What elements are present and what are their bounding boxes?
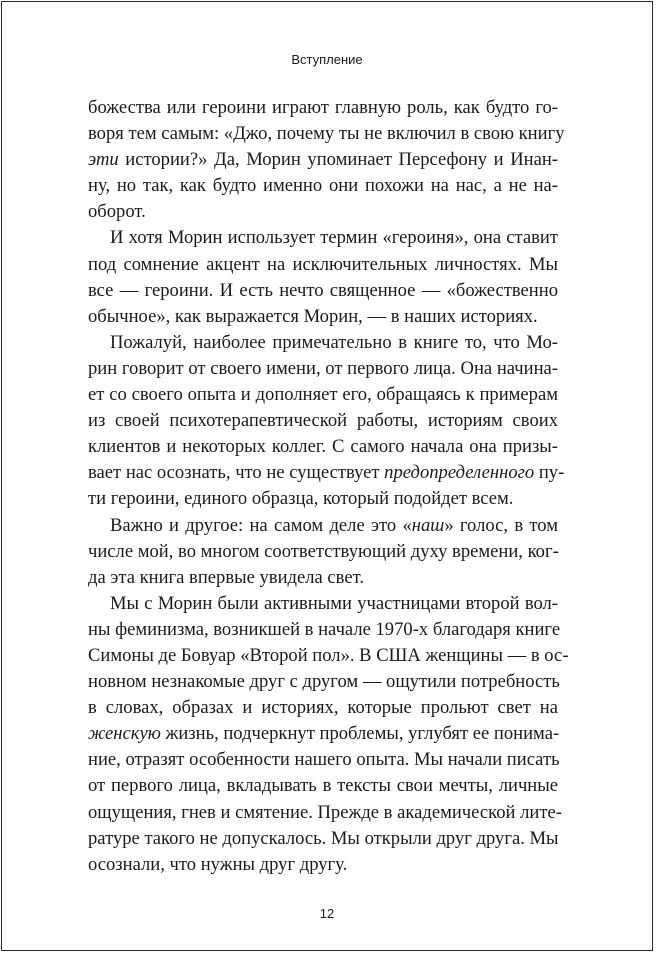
page-number: 12 bbox=[319, 906, 335, 921]
text-line: божества или героини играют главную роль, как будто го- bbox=[88, 97, 558, 118]
paragraph-3 bbox=[88, 330, 565, 513]
text-line: в словах, образах и историях, которые прольют свет на bbox=[88, 697, 558, 719]
text-line: вает нас осознать, что не существует предопределенного пу- bbox=[88, 462, 565, 484]
book-page bbox=[1, 1, 653, 951]
running-head: Вступление bbox=[291, 52, 363, 67]
text-line: да эта книга впервые увидела свет. bbox=[88, 566, 364, 588]
text-line: ну, но так, как будто именно они похожи на нас, а не на- bbox=[88, 175, 558, 197]
text-line: И хотя Морин использует термин «героиня», она ставит bbox=[110, 227, 558, 249]
text-line: из своей психотерапевтической работы, историям своих bbox=[88, 410, 558, 432]
text-line: ны феминизма, возникшей в начале 1970-х благодаря книге bbox=[88, 618, 561, 640]
text-line: ти героини, единого образца, который подойдет всем. bbox=[88, 488, 514, 510]
emphasis: эти bbox=[88, 149, 119, 171]
text-line: Важно и другое: на самом деле это «наш» голос, в том bbox=[110, 514, 558, 536]
text-line: оборот. bbox=[88, 201, 146, 223]
emphasis: женскую bbox=[88, 723, 161, 745]
body-text bbox=[88, 95, 569, 878]
text-line: Пожалуй, наиболее примечательно в книге то, что Мо- bbox=[110, 331, 558, 353]
text-line: клиентов и некоторых коллег. С самого начала она призы- bbox=[88, 436, 558, 458]
text-line: ощущения, гнев и смятение. Прежде в академической лите- bbox=[88, 801, 562, 823]
text-line: воря тем самым: «Джо, почему ты не включил в свою книгу bbox=[88, 123, 565, 145]
emphasis: наш bbox=[411, 514, 445, 536]
text-line: под сомнение акцент на исключительных личностях. Мы bbox=[88, 253, 558, 275]
paragraph-1 bbox=[88, 95, 565, 225]
text-line: обычное», как выражается Морин, — в наших историях. bbox=[88, 305, 538, 327]
text-line: Симоны де Бовуар «Второй пол». В США женщины — в ос- bbox=[88, 644, 569, 666]
paragraph-4 bbox=[88, 513, 558, 591]
text-line: числе мой, во многом соответствующий духу времени, ког- bbox=[88, 540, 559, 562]
text-line: ратуре такого не допускалось. Мы открыли друг друга. Мы bbox=[88, 827, 559, 849]
text-line: ние, отразят особенности нашего опыта. Мы начали писать bbox=[88, 749, 560, 771]
text-line: осознали, что нужны друг другу. bbox=[88, 853, 348, 875]
text-line: от первого лица, вкладывать в тексты свои мечты, личные bbox=[88, 775, 558, 797]
text-line: эти истории?» Да, Морин упоминает Персефону и Инан- bbox=[88, 149, 558, 171]
text-line: новном незнакомые друг с другом — ощутили потребность bbox=[88, 671, 560, 693]
paragraph-2 bbox=[88, 225, 558, 329]
text-line: ет со своего опыта и дополняет его, обращаясь к примерам bbox=[88, 384, 558, 406]
text-line: Мы с Морин были активными участницами второй вол- bbox=[110, 592, 558, 614]
paragraph-5 bbox=[88, 591, 569, 878]
text-line: все — героини. И есть нечто священное — «божественно bbox=[88, 279, 558, 301]
text-line: рин говорит от своего имени, от первого лица. Она начина- bbox=[88, 357, 558, 379]
text-line: женскую жизнь, подчеркнут проблемы, углубят ее понима- bbox=[88, 723, 560, 745]
emphasis: предопределенного bbox=[384, 462, 535, 484]
